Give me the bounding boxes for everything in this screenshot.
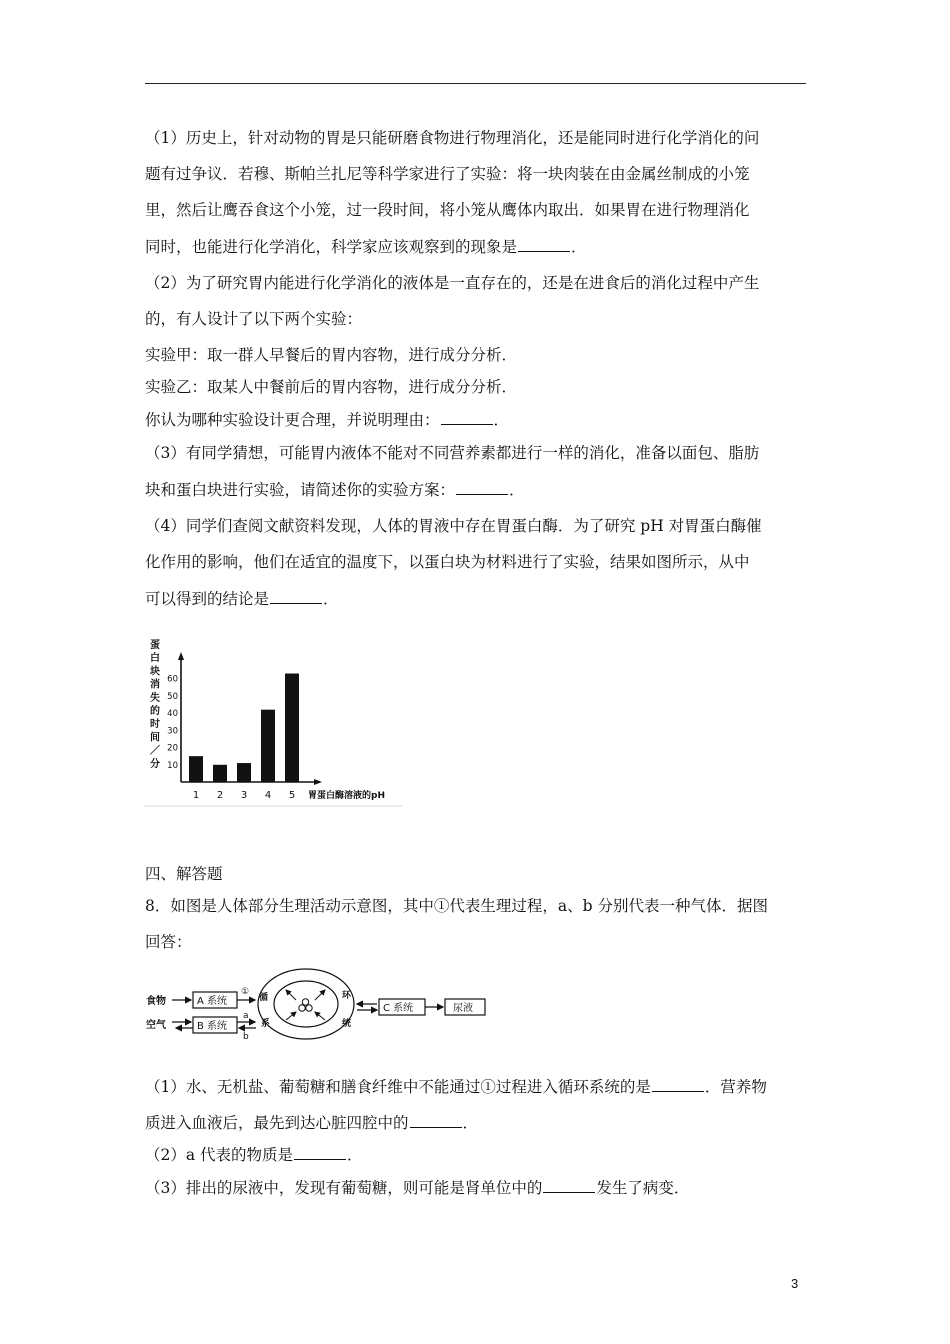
urine-label: 尿液 [453,1003,473,1014]
x-tick-label: 5 [288,790,296,801]
y-axis-label [149,638,160,770]
y-label-char: 的 [150,706,160,717]
q8-s1-line2-text: 质进入血液后，最先到达心脏四腔中的 [145,1114,409,1132]
q8-s1-line1-end: ．营养物 [704,1078,767,1096]
y-tick-label: 10 [167,760,178,771]
q7-p1-line4-text: 同时，也能进行化学消化，科学家应该观察到的现象是 [145,238,518,256]
q8-s1-line2 [145,1113,478,1133]
x-axis-ticks [193,790,295,801]
y-axis-ticks [167,675,178,771]
answer-blank[interactable] [441,411,493,425]
circulation-char-4: 统 [342,1019,352,1029]
bar-3 [237,763,251,782]
q8-s2-text: （2）a 代表的物质是 [145,1146,294,1164]
q7-p1-line4-end: ． [571,238,587,256]
q8-s3-text: （3）排出的尿液中，发现有葡萄糖，则可能是肾单位中的 [145,1179,543,1197]
system-a-label: A 系统 [197,996,228,1007]
circulation-char-3: 系 [261,1019,271,1029]
bar-5 [285,674,299,783]
answer-blank[interactable] [270,590,322,604]
q7-p4-line3-end: ． [323,590,339,608]
q7-p2-line1: （2）为了研究胃内能进行化学消化的液体是一直存在的，还是在进食后的消化过程中产生 [145,274,760,292]
process-1-label: ① [241,987,250,997]
y-label-char: ／ [150,745,160,757]
x-axis-label: 胃蛋白酶溶液的pH [308,791,385,801]
physiology-diagram [146,960,491,1040]
y-label-char: 时 [150,719,160,731]
y-tick-label: 20 [167,743,178,754]
system-c-label: C 系统 [383,1003,414,1014]
gas-b-label: b [243,1032,249,1040]
x-tick-label: 4 [264,790,272,801]
y-label-char: 白 [150,653,160,665]
air-label: 空气 [146,1020,166,1031]
q7-p1-line3: 里，然后让鹰吞食这个小笼，过一段时间，将小笼从鹰体内取出．如果胃在进行物理消化 [145,201,750,219]
q8-intro-line1: 8．如图是人体部分生理活动示意图，其中①代表生理过程，a、b 分别代表一种气体．据图 [145,897,768,915]
x-axis-arrow [314,779,322,785]
answer-blank[interactable] [294,1146,346,1160]
q7-p3-line2-end: ． [509,481,525,499]
q8-s2-end: ． [347,1146,363,1164]
bar-2 [213,765,227,782]
inner-arrow-1 [286,990,296,1000]
page-number: 3 [791,1276,799,1291]
q8-s1-line2-end: ． [462,1114,479,1132]
x-tick-label: 2 [216,790,224,801]
q7-p4-line1: （4）同学们查阅文献资料发现，人体的胃液中存在胃蛋白酶．为了研究 pH 对胃蛋白酶催 [145,517,762,535]
q7-p2-line5 [145,410,509,430]
circulation-inner-ring [274,981,338,1027]
food-label: 食物 [146,996,166,1007]
y-label-char: 失 [150,692,160,704]
y-label-char: 间 [150,732,160,744]
q7-p3-line2 [145,480,525,500]
gas-a-label: a [243,1011,249,1021]
q7-p4-line3 [145,589,339,609]
bars [189,674,299,783]
answer-blank[interactable] [518,238,570,252]
q7-p2-line3: 实验甲：取一群人早餐后的胃内容物，进行成分分析． [145,346,518,364]
circulation-char-2: 环 [342,991,352,1001]
q8-s1-line1 [145,1077,767,1097]
x-tick-label: 1 [192,790,200,801]
q7-p4-line2: 化作用的影响，他们在适宜的温度下，以蛋白块为材料进行了实验，结果如图所示，从中 [145,553,750,571]
circulation-char-1: 循 [259,993,269,1003]
y-label-char: 蛋 [150,640,160,651]
system-b-label: B 系统 [197,1021,228,1032]
q8-s2-line [145,1145,363,1165]
answer-blank[interactable] [543,1179,595,1193]
y-label-char: 分 [150,758,160,770]
answer-blank[interactable] [652,1078,704,1092]
bar-4 [261,710,275,782]
q7-p1-line4 [145,237,587,257]
q7-p1-line1: （1）历史上，针对动物的胃是只能研磨食物进行物理消化，还是能同时进行化学消化的问 [145,129,760,147]
q7-p2-line5-end: ． [493,411,510,429]
y-axis-arrow [178,652,184,660]
q7-p1-line2: 题有过争议．若穆、斯帕兰扎尼等科学家进行了实验：将一块肉装在由金属丝制成的小笼 [145,165,750,183]
q8-s3-end: 发生了病变． [596,1179,690,1197]
q7-p2-line5-text: 你认为哪种实验设计更合理，并说明理由： [145,411,440,429]
q7-p2-line2: 的，有人设计了以下两个实验： [145,310,363,328]
y-tick-label: 30 [167,726,178,737]
inner-arrow-3 [286,1012,296,1020]
q8-s1-line1-text: （1）水、无机盐、葡萄糖和膳食纤维中不能通过①过程进入循环系统的是 [145,1078,651,1096]
y-tick-label: 40 [167,709,178,720]
inner-arrow-4 [315,1012,325,1020]
y-label-char: 消 [150,679,160,691]
ph-bar-chart [144,636,406,808]
cells-icon [299,999,312,1011]
answer-blank[interactable] [456,481,508,495]
q7-p2-line4: 实验乙：取某人中餐前后的胃内容物，进行成分分析． [145,378,518,396]
q7-p3-line2-text: 块和蛋白块进行实验，请简述你的实验方案： [145,481,456,499]
section-heading: 四、解答题 [145,865,223,883]
circulation-outer-ring [258,969,354,1039]
y-label-char: 块 [150,666,160,678]
q8-intro-line2: 回答： [145,933,192,951]
header-rule [145,83,806,84]
bar-1 [189,756,203,782]
y-tick-label: 50 [167,691,178,702]
answer-blank[interactable] [410,1114,462,1128]
x-tick-label: 3 [240,790,248,801]
inner-arrow-2 [315,990,325,1000]
y-tick-label: 60 [167,674,178,685]
q7-p3-line1: （3）有同学猜想，可能胃内液体不能对不同营养素都进行一样的消化，准备以面包、脂肪 [145,444,760,462]
q7-p4-line3-text: 可以得到的结论是 [145,590,270,608]
q8-s3-line [145,1178,689,1198]
